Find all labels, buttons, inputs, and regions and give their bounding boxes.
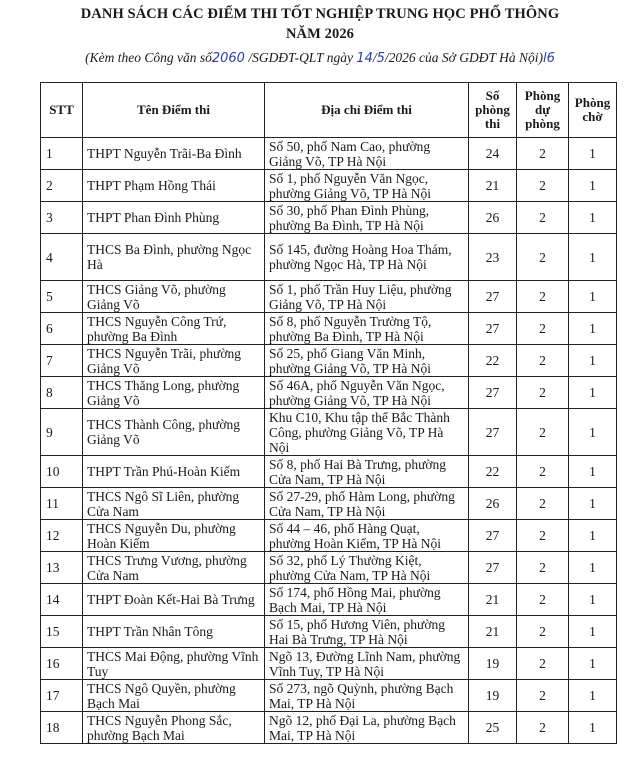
cell-site-name: THPT Trần Nhân Tông — [83, 616, 265, 648]
header-stt: STT — [41, 83, 83, 138]
table-row — [41, 345, 617, 377]
cell-waiting-rooms: 1 — [569, 456, 617, 488]
cell-reserve-rooms: 2 — [517, 520, 569, 552]
cell-exam-rooms: 23 — [469, 234, 517, 281]
subtitle-suffix: /2026 của Sở GDĐT Hà Nội) — [384, 50, 543, 65]
cell-site-name: THPT Trần Phú-Hoàn Kiếm — [83, 456, 265, 488]
cell-waiting-rooms: 1 — [569, 712, 617, 744]
cell-exam-rooms: 27 — [469, 313, 517, 345]
cell-waiting-rooms: 1 — [569, 552, 617, 584]
cell-site-address: Số 273, ngõ Quỳnh, phường Bạch Mai, TP Hà Nội — [265, 680, 469, 712]
table-row — [41, 712, 617, 744]
cell-exam-rooms: 21 — [469, 170, 517, 202]
cell-site-name: THCS Mai Động, phường Vĩnh Tuy — [83, 648, 265, 680]
cell-stt: 4 — [41, 234, 83, 281]
subtitle-mid: /SGDĐT-QLT ngày — [248, 50, 353, 65]
cell-waiting-rooms: 1 — [569, 584, 617, 616]
table-header-row — [41, 83, 617, 138]
cell-exam-rooms: 27 — [469, 552, 517, 584]
cell-reserve-rooms: 2 — [517, 680, 569, 712]
table-row — [41, 648, 617, 680]
cell-site-name: THCS Ba Đình, phường Ngọc Hà — [83, 234, 265, 281]
cell-waiting-rooms: 1 — [569, 377, 617, 409]
table-row — [41, 138, 617, 170]
document-title-year: NĂM 2026 — [285, 26, 355, 42]
cell-reserve-rooms: 2 — [517, 488, 569, 520]
cell-site-address: Số 44 – 46, phố Hàng Quạt, phường Hoàn Kiếm, TP Hà Nội — [265, 520, 469, 552]
cell-site-name: THPT Đoàn Kết-Hai Bà Trưng — [83, 584, 265, 616]
cell-site-address: Số 15, phố Hương Viên, phường Hai Bà Trưng, TP Hà Nội — [265, 616, 469, 648]
table-row — [41, 313, 617, 345]
handwritten-initial: l6 — [543, 51, 555, 66]
cell-exam-rooms: 24 — [469, 138, 517, 170]
cell-site-address: Ngõ 12, phố Đại La, phường Bạch Mai, TP Hà Nội — [265, 712, 469, 744]
cell-site-name: THCS Trưng Vương, phường Cửa Nam — [83, 552, 265, 584]
cell-site-address: Số 27-29, phố Hàm Long, phường Cửa Nam, TP Hà Nội — [265, 488, 469, 520]
cell-waiting-rooms: 1 — [569, 234, 617, 281]
table-row — [41, 552, 617, 584]
table-row — [41, 616, 617, 648]
cell-stt: 2 — [41, 170, 83, 202]
handwritten-doc-number: 2060 — [211, 51, 245, 66]
cell-waiting-rooms: 1 — [569, 281, 617, 313]
cell-stt: 18 — [41, 712, 83, 744]
cell-reserve-rooms: 2 — [517, 584, 569, 616]
cell-exam-rooms: 25 — [469, 712, 517, 744]
cell-site-address: Ngõ 13, Đường Lĩnh Nam, phường Vĩnh Tuy, TP Hà Nội — [265, 648, 469, 680]
subtitle-prefix: (Kèm theo Công văn số — [85, 50, 212, 65]
cell-reserve-rooms: 2 — [517, 313, 569, 345]
cell-exam-rooms: 27 — [469, 377, 517, 409]
date-separator: / — [372, 50, 377, 65]
cell-waiting-rooms: 1 — [569, 409, 617, 456]
cell-site-name: THCS Nguyễn Công Trứ, phường Ba Đình — [83, 313, 265, 345]
cell-reserve-rooms: 2 — [517, 712, 569, 744]
table-row — [41, 456, 617, 488]
cell-site-address: Số 1, phố Nguyễn Văn Ngọc, phường Giảng Võ, TP Hà Nội — [265, 170, 469, 202]
table-row — [41, 170, 617, 202]
cell-stt: 17 — [41, 680, 83, 712]
cell-site-name: THCS Nguyễn Du, phường Hoàn Kiếm — [83, 520, 265, 552]
cell-site-name: THCS Thăng Long, phường Giảng Võ — [83, 377, 265, 409]
cell-exam-rooms: 26 — [469, 488, 517, 520]
cell-stt: 5 — [41, 281, 83, 313]
cell-site-address: Số 46A, phố Nguyễn Văn Ngọc, phường Giảng Võ, TP Hà Nội — [265, 377, 469, 409]
cell-waiting-rooms: 1 — [569, 202, 617, 234]
cell-site-name: THCS Ngô Quyền, phường Bạch Mai — [83, 680, 265, 712]
cell-exam-rooms: 22 — [469, 345, 517, 377]
cell-reserve-rooms: 2 — [517, 552, 569, 584]
cell-stt: 1 — [41, 138, 83, 170]
cell-site-name: THCS Giảng Võ, phường Giảng Võ — [83, 281, 265, 313]
cell-waiting-rooms: 1 — [569, 680, 617, 712]
document-subtitle — [0, 50, 640, 66]
cell-site-address: Số 145, đường Hoàng Hoa Thám, phường Ngọc Hà, TP Hà Nội — [265, 234, 469, 281]
cell-waiting-rooms: 1 — [569, 138, 617, 170]
cell-waiting-rooms: 1 — [569, 488, 617, 520]
cell-site-name: THCS Nguyễn Phong Sắc, phường Bạch Mai — [83, 712, 265, 744]
cell-stt: 7 — [41, 345, 83, 377]
cell-stt: 14 — [41, 584, 83, 616]
table-row — [41, 488, 617, 520]
handwritten-day: 14 — [356, 51, 373, 66]
cell-site-name: THPT Phan Đình Phùng — [83, 202, 265, 234]
table-row — [41, 409, 617, 456]
cell-exam-rooms: 19 — [469, 680, 517, 712]
table-row — [41, 584, 617, 616]
cell-waiting-rooms: 1 — [569, 520, 617, 552]
cell-site-name: THPT Phạm Hồng Thái — [83, 170, 265, 202]
cell-reserve-rooms: 2 — [517, 202, 569, 234]
cell-stt: 3 — [41, 202, 83, 234]
header-site-address: Địa chỉ Điểm thi — [265, 83, 469, 138]
cell-exam-rooms: 26 — [469, 202, 517, 234]
exam-sites-table — [40, 82, 617, 744]
cell-site-address: Số 1, phố Trần Huy Liệu, phường Giảng Võ, TP Hà Nội — [265, 281, 469, 313]
cell-reserve-rooms: 2 — [517, 345, 569, 377]
cell-site-name: THPT Nguyễn Trãi-Ba Đình — [83, 138, 265, 170]
table-row — [41, 520, 617, 552]
cell-exam-rooms: 22 — [469, 456, 517, 488]
handwritten-month: 5 — [376, 51, 385, 66]
cell-site-name: THCS Thành Công, phường Giảng Võ — [83, 409, 265, 456]
cell-site-address: Số 32, phố Lý Thường Kiệt, phường Cửa Nam, TP Hà Nội — [265, 552, 469, 584]
cell-site-address: Số 174, phố Hồng Mai, phường Bạch Mai, TP Hà Nội — [265, 584, 469, 616]
cell-stt: 9 — [41, 409, 83, 456]
cell-site-address: Khu C10, Khu tập thể Bắc Thành Công, phường Giảng Võ, TP Hà Nội — [265, 409, 469, 456]
cell-stt: 6 — [41, 313, 83, 345]
cell-stt: 15 — [41, 616, 83, 648]
cell-site-address: Số 30, phố Phan Đình Phùng, phường Ba Đình, TP Hà Nội — [265, 202, 469, 234]
cell-reserve-rooms: 2 — [517, 281, 569, 313]
cell-site-name: THCS Ngô Sĩ Liên, phường Cửa Nam — [83, 488, 265, 520]
table-row — [41, 202, 617, 234]
table-row — [41, 377, 617, 409]
cell-exam-rooms: 21 — [469, 616, 517, 648]
cell-reserve-rooms: 2 — [517, 616, 569, 648]
cell-stt: 16 — [41, 648, 83, 680]
cell-site-name: THCS Nguyễn Trãi, phường Giảng Võ — [83, 345, 265, 377]
cell-stt: 13 — [41, 552, 83, 584]
cell-stt: 8 — [41, 377, 83, 409]
cell-waiting-rooms: 1 — [569, 313, 617, 345]
table-row — [41, 281, 617, 313]
cell-site-address: Số 8, phố Nguyễn Trường Tộ, phường Ba Đình, TP Hà Nội — [265, 313, 469, 345]
table-row — [41, 234, 617, 281]
header-exam-rooms: Số phòng thi — [469, 83, 517, 138]
table-row — [41, 680, 617, 712]
cell-stt: 10 — [41, 456, 83, 488]
cell-reserve-rooms: 2 — [517, 377, 569, 409]
cell-site-address: Số 25, phố Giang Văn Minh, phường Giảng Võ, TP Hà Nội — [265, 345, 469, 377]
cell-exam-rooms: 19 — [469, 648, 517, 680]
cell-reserve-rooms: 2 — [517, 648, 569, 680]
cell-exam-rooms: 27 — [469, 409, 517, 456]
cell-exam-rooms: 21 — [469, 584, 517, 616]
header-waiting-rooms: Phòng chờ — [569, 83, 617, 138]
cell-site-address: Số 8, phố Hai Bà Trưng, phường Cửa Nam, TP Hà Nội — [265, 456, 469, 488]
cell-waiting-rooms: 1 — [569, 648, 617, 680]
cell-exam-rooms: 27 — [469, 281, 517, 313]
header-site-name: Tên Điểm thi — [83, 83, 265, 138]
cell-reserve-rooms: 2 — [517, 409, 569, 456]
cell-reserve-rooms: 2 — [517, 138, 569, 170]
document-title: DANH SÁCH CÁC ĐIỂM THI TỐT NGHIỆP TRUNG HỌC PHỔ THÔNG — [80, 6, 560, 22]
cell-reserve-rooms: 2 — [517, 456, 569, 488]
cell-waiting-rooms: 1 — [569, 616, 617, 648]
cell-exam-rooms: 27 — [469, 520, 517, 552]
cell-reserve-rooms: 2 — [517, 234, 569, 281]
cell-reserve-rooms: 2 — [517, 170, 569, 202]
cell-stt: 12 — [41, 520, 83, 552]
cell-waiting-rooms: 1 — [569, 345, 617, 377]
cell-stt: 11 — [41, 488, 83, 520]
header-reserve-rooms: Phòng dự phòng — [517, 83, 569, 138]
cell-site-address: Số 50, phố Nam Cao, phường Giảng Võ, TP Hà Nội — [265, 138, 469, 170]
cell-waiting-rooms: 1 — [569, 170, 617, 202]
